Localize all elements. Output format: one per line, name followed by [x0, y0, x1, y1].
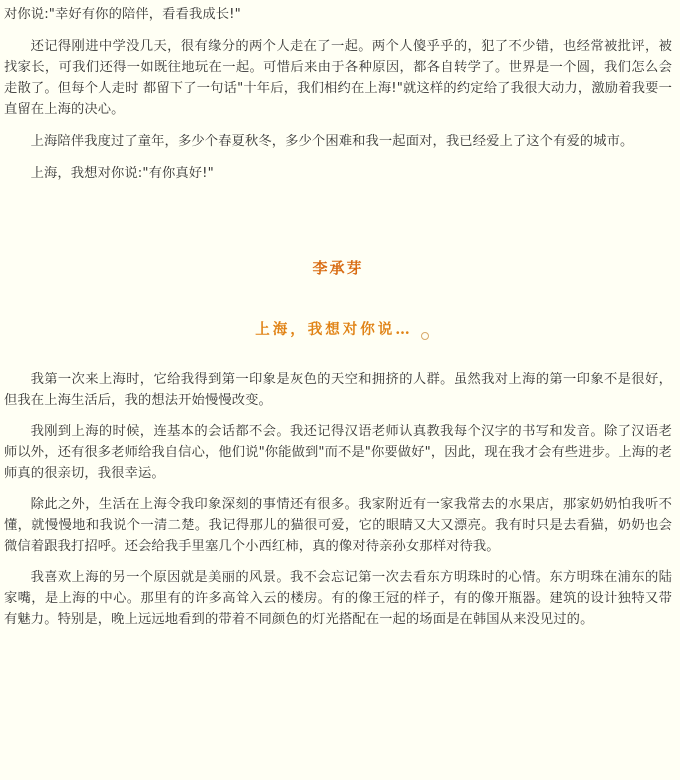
circle-outline-icon: [421, 332, 429, 340]
paragraph: 我刚到上海的时候，连基本的会话都不会。我还记得汉语老师认真教我每个汉字的书写和发音。除了汉语老师以外，还有很多老师给我自信心，他们说"你能做到"而不是"你要做好"，因此，现在我才会有些进步。上海的老师真的很亲切，我很幸运。: [4, 424, 672, 481]
section-spacer: [4, 195, 672, 257]
paragraph: 对你说:"幸好有你的陪伴，看看我成长!": [4, 7, 241, 22]
title-spacer: [4, 278, 672, 318]
paragraph: 我第一次来上海时，它给我得到第一印象是灰色的天空和拥挤的人群。虽然我对上海的第一印象不是很好，但我在上海生活后，我的想法开始慢慢改变。: [4, 372, 672, 408]
intro-section: [4, 4, 672, 184]
paragraph: 上海，我想对你说:"有你真好!": [30, 166, 214, 181]
article-title-wrap: [4, 318, 672, 339]
paragraph: 还记得刚进中学没几天，很有缘分的两个人走在了一起。两个人傻乎乎的，犯了不少错，也经常被批评，被找家长，可我们还得一如既往地玩在一起。可惜后来由于各种原因，都各自转学了。世界是一个圆，我们怎么会走散了。但每个人走时 都留下了一句话"十年后，我们相约在上海!"就这样的约定给了我很大动力，激励着我要一直留在上海的决心。: [4, 39, 672, 117]
paragraph: 我喜欢上海的另一个原因就是美丽的风景。我不会忘记第一次去看东方明珠时的心情。东方明珠在浦东的陆家嘴，是上海的中心。那里有的许多高耸入云的楼房。有的像王冠的样子，有的像开瓶器。建筑的设计独特又带有魅力。特别是，晚上远远地看到的带着不同颜色的灯光搭配在一起的场面是在韩国从来没见过的。: [4, 570, 672, 627]
article-title: 上海，我想对你说…: [255, 321, 413, 338]
body-section: [4, 369, 672, 630]
author-name: 李承芽: [312, 259, 364, 277]
paragraph: 除此之外，生活在上海令我印象深刻的事情还有很多。我家附近有一家我常去的水果店，那家奶奶怕我听不懂，就慢慢地和我说个一清二楚。我记得那儿的猫很可爱，它的眼睛又大又漂亮。我有时只是去看猫，奶奶也会微信着跟我打招呼。还会给我手里塞几个小西红柿，真的像对待亲孙女那样对待我。: [4, 497, 672, 554]
paragraph: 上海陪伴我度过了童年，多少个春夏秋冬，多少个困难和我一起面对，我已经爱上了这个有爱的城市。: [30, 134, 634, 149]
